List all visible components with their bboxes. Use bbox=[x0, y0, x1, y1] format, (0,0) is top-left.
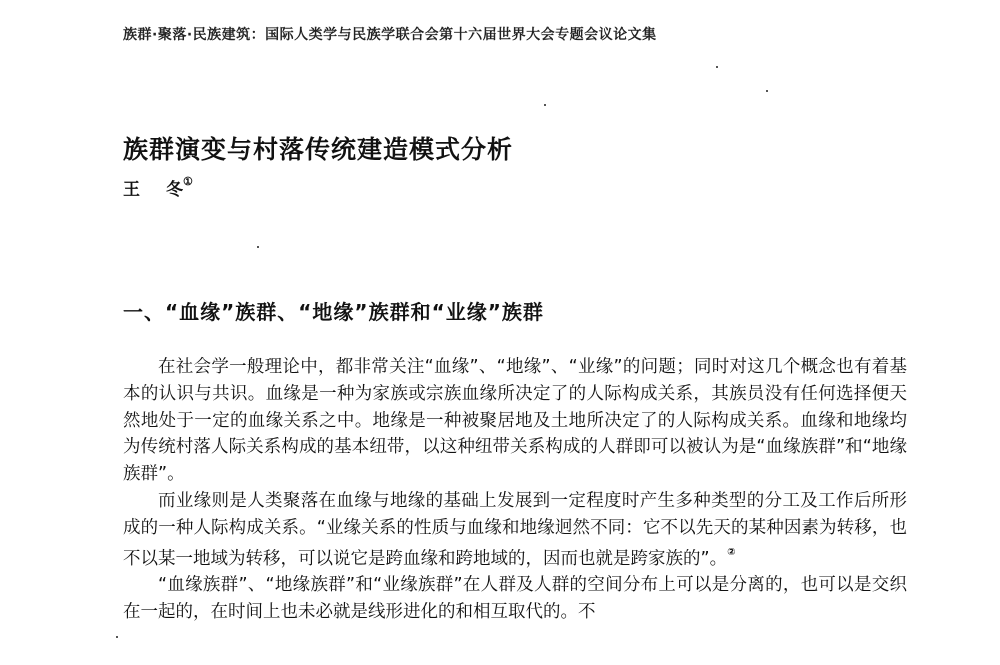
article-title: 族群演变与村落传统建造模式分析 bbox=[123, 135, 514, 164]
scan-speck bbox=[257, 246, 259, 248]
scan-speck bbox=[766, 90, 768, 92]
paragraph-1: 在社会学一般理论中，都非常关注“血缘”、“地缘”、“业缘”的问题；同时对这几个概念也有着基本的认识与共识。血缘是一种为家族或宗族血缘所决定了的人际构成关系，其族员没有任何选择便天然地处于一定的血缘关系之中。地缘是一种被聚居地及土地所决定了的人际构成关系。血缘和地缘均为传统村落人际关系构成的基本纽带，以这种纽带关系构成的人群即可以被认为是“血缘族群”和“地缘族群”。 bbox=[123, 357, 907, 485]
section-heading: 一、“血缘”族群、“地缘”族群和“业缘”族群 bbox=[123, 300, 544, 324]
author-footnote-marker: ① bbox=[183, 175, 193, 189]
paragraph-3: “血缘族群”、“地缘族群”和“业缘族群”在人群及人群的空间分布上可以是分离的，也可以是交织在一起的，在时间上也未必就是线形进化的和相互取代的。不 bbox=[123, 575, 907, 622]
body-text bbox=[123, 354, 907, 626]
author-given-name: 冬 bbox=[166, 180, 183, 200]
paragraph-2-text: 而业缘则是人类聚落在血缘与地缘的基础上发展到一定程度时产生多种类型的分工及工作后所形成的一种人际构成关系。“业缘关系的性质与血缘和地缘迥然不同：它不以先天的某种因素为转移，也不以某一地域为转移，可以说它是跨血缘和跨地域的，因而也就是跨家族的”。 bbox=[123, 490, 907, 569]
running-header: 族群·聚落·民族建筑：国际人类学与民族学联合会第十六届世界大会专题会议论文集 bbox=[123, 27, 657, 43]
paragraph-2 bbox=[123, 488, 907, 572]
scan-speck bbox=[116, 636, 118, 638]
footnote-marker-2: ② bbox=[727, 546, 736, 558]
author-line bbox=[123, 175, 193, 200]
scan-speck bbox=[716, 66, 718, 68]
scan-speck bbox=[544, 104, 546, 106]
author-surname: 王 bbox=[123, 180, 140, 200]
